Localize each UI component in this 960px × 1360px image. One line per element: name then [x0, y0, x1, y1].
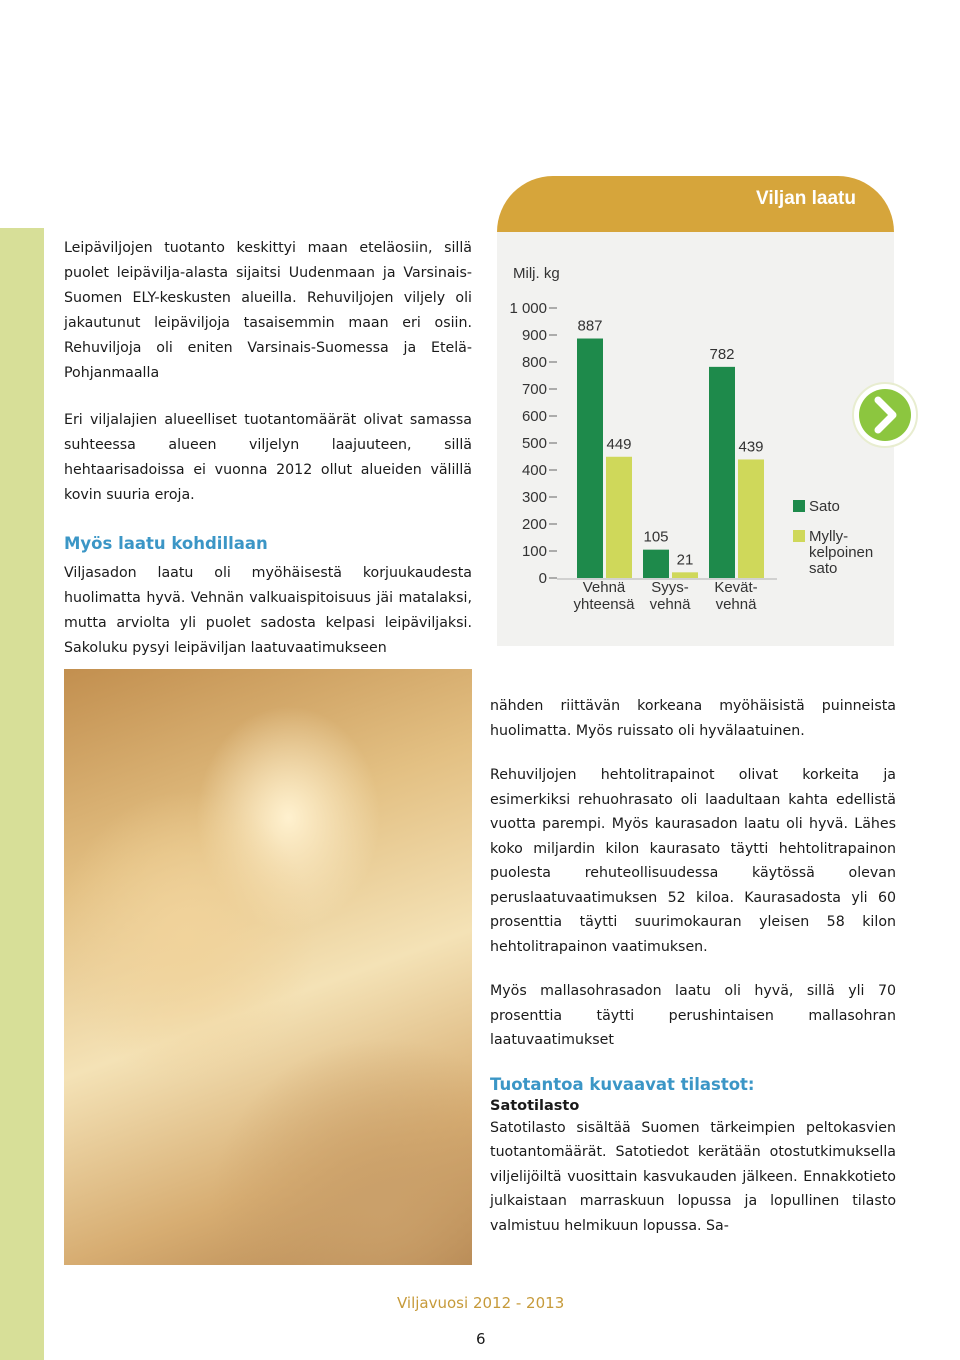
x-category-label: yhteensä: [573, 596, 635, 613]
decorative-side-bar: [0, 228, 44, 1360]
y-tick-label: 800: [521, 354, 547, 371]
publication-title: Viljavuosi 2012 - 2013: [397, 1294, 565, 1312]
legend-swatch: [793, 530, 805, 542]
paragraph: Eri viljalajien alueelliset tuotantomäärät olivat samassa suhteessa alueen viljelyn laajuuteen, sillä hehtaarisadoissa ei vuonna 2012 ollut alueiden välillä kovin suuria eroja.: [64, 412, 472, 503]
paragraph: Myös mallasohrasadon laatu oli hyvä, sillä yli 70 prosenttia täytti perushintaisen mallasohran laatuvaatimukset: [490, 983, 896, 1048]
right-text-column: [490, 694, 896, 1238]
chart-title-tab: [497, 176, 894, 232]
section-heading: Tuotantoa kuvaavat tilastot:: [490, 1074, 755, 1094]
bar-myllykelpoinen: [738, 459, 764, 578]
y-tick-label: 200: [521, 516, 547, 533]
data-label: 782: [709, 345, 735, 363]
chart-panel: [497, 232, 894, 646]
y-tick-label: 1 000: [509, 300, 547, 317]
bar-sato: [577, 339, 603, 578]
chart-title: Viljan laatu: [756, 188, 856, 209]
page-number: 6: [476, 1330, 486, 1348]
section-heading: Myös laatu kohdillaan: [64, 534, 268, 553]
paragraph: Rehuviljojen hehtolitrapainot olivat korkeita ja esimerkiksi rehuohrasato oli laadultaan kahta edellistä vuotta parempi. Myös kaurasadon laatu oli hyvä. Lähes koko miljardin kilon kaurasato täytti hehtolitrapainon puolesta rehuteollisuudessa käytössä olevan peruslaatuvaatimuksen 52 kiloa. Kaurasadosta yli 60 prosenttia täytti suurimokauran yleisen 58 kilon hehtolitrapainon vaatimuksen.: [490, 767, 896, 955]
bar-myllykelpoinen: [606, 457, 632, 578]
paragraph: nähden riittävän korkeana myöhäisistä puinneista huolimatta. Myös ruissato oli hyvälaatuinen.: [490, 698, 896, 739]
left-text-column: [64, 236, 472, 661]
legend-label: Mylly-: [809, 528, 849, 545]
legend-swatch: [793, 500, 805, 512]
x-category-label: Kevät-: [714, 579, 758, 596]
data-label: 105: [643, 528, 669, 546]
paragraph: Viljasadon laatu oli myöhäisestä korjuukaudesta huolimatta hyvä. Vehnän valkuaispitoisuus jäi matalaksi, mutta arviolta yli puolet sadosta kelpasi leipäviljaksi. Sakoluku pysyi leipäviljan laatuvaatimukseen: [64, 565, 472, 656]
subheading: Satotilasto: [490, 1097, 580, 1114]
y-tick-label: 900: [521, 327, 547, 344]
data-label: 449: [606, 435, 632, 453]
y-tick-label: 500: [521, 435, 547, 452]
y-axis-label: Milj. kg: [513, 265, 560, 282]
x-category-label: vehnä: [715, 596, 757, 613]
y-tick-label: 400: [521, 462, 547, 479]
legend-label: Sato: [809, 498, 840, 515]
y-tick-label: 600: [521, 408, 547, 425]
legend-label: kelpoinen: [809, 544, 874, 561]
data-label: 887: [577, 317, 603, 335]
y-tick-label: 0: [538, 570, 547, 587]
x-category-label: Vehnä: [582, 579, 626, 596]
paragraph: Satotilasto sisältää Suomen tärkeimpien peltokasvien tuotantomäärät. Satotiedot kerätään otostutkimuksella viljelijöiltä vuosittain kasvukauden jälkeen. Ennakkotieto julkaistaan marraskuun lopussa ja lopullinen tilasto valmistuu helmikuun lopussa. Sa-: [490, 1119, 896, 1234]
y-tick-label: 300: [521, 489, 547, 506]
bar-sato: [709, 367, 735, 578]
y-tick-label: 100: [521, 543, 547, 560]
y-tick-label: 700: [521, 381, 547, 398]
legend-label: sato: [809, 560, 838, 577]
x-category-label: vehnä: [649, 596, 691, 613]
bar-sato: [643, 550, 669, 578]
oat-photo: [64, 669, 472, 1265]
data-label: 439: [738, 438, 764, 456]
x-category-label: Syys-: [651, 579, 689, 596]
bar-chart: [497, 232, 894, 646]
paragraph: Leipäviljojen tuotanto keskittyi maan eteläosiin, sillä puolet leipävilja-alasta sijaitsi Uudenmaan ja Varsinais-Suomen ELY-keskusten alueilla. Rehuviljojen viljely oli jakautunut leipäviljoja tasaisemmin maan eri osiin. Rehuviljoja oli eniten Varsinais-Suomessa ja Etelä-Pohjanmaalla: [64, 240, 472, 381]
data-label: 21: [676, 551, 694, 569]
bar-myllykelpoinen: [672, 572, 698, 578]
chevron-right-icon[interactable]: [850, 380, 920, 450]
